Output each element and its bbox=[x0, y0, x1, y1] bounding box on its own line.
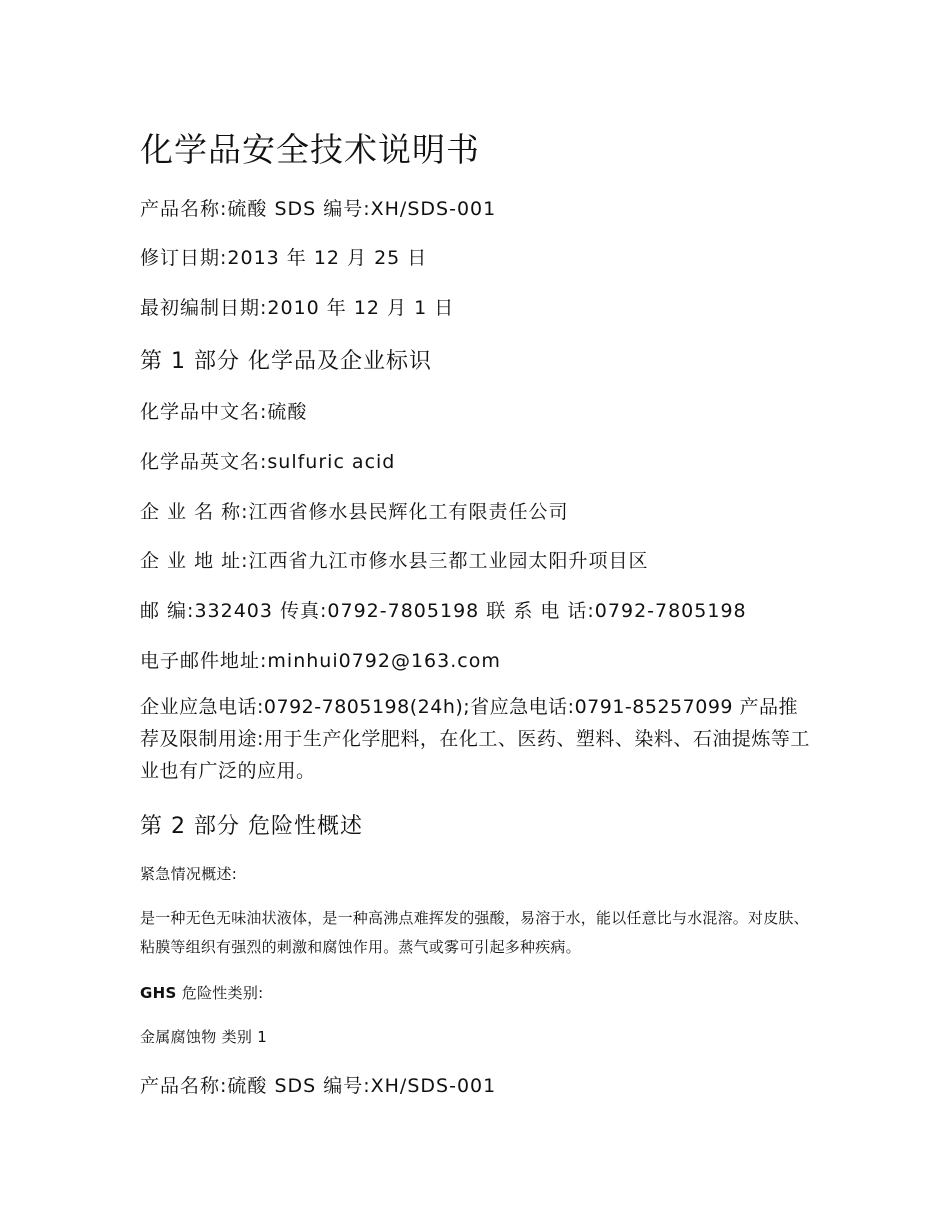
emergency-usage-paragraph: 企业应急电话:0792-7805198(24h);省应急电话:0791-85257099 产品推荐及限制用途:用于生产化学肥料，在化工、医药、塑料、染料、石油提炼等工业也有广泛的应用。 bbox=[140, 696, 810, 782]
email-line: 电子邮件地址:minhui0792@163.com bbox=[140, 650, 501, 672]
emergency-overview-label: 紧急情况概述: bbox=[140, 865, 238, 883]
ghs-label-rest: 危险性类别: bbox=[176, 984, 264, 1002]
postal-phone-line: 邮 编:332403 传真:0792-7805198 联 系 电 话:0792-7805198 bbox=[140, 600, 747, 622]
section1-heading: 第 1 部分 化学品及企业标识 bbox=[140, 349, 432, 374]
ghs-category-value: 金属腐蚀物 类别 1 bbox=[140, 1028, 268, 1046]
product-name-line: 产品名称:硫酸 SDS 编号:XH/SDS-001 bbox=[140, 198, 497, 220]
footer-product-line: 产品名称:硫酸 SDS 编号:XH/SDS-001 bbox=[140, 1075, 497, 1097]
revision-date-line: 修订日期:2013 年 12 月 25 日 bbox=[140, 247, 428, 269]
company-address-line: 企 业 地 址:江西省九江市修水县三都工业园太阳升项目区 bbox=[140, 550, 649, 572]
chinese-name-line: 化学品中文名:硫酸 bbox=[140, 401, 308, 423]
initial-date-line: 最初编制日期:2010 年 12 月 1 日 bbox=[140, 297, 455, 319]
ghs-category-label bbox=[140, 982, 264, 1003]
english-name-line: 化学品英文名:sulfuric acid bbox=[140, 451, 396, 473]
emergency-overview-text: 是一种无色无味油状液体，是一种高沸点难挥发的强酸，易溶于水，能以任意比与水混溶。对皮肤、粘膜等组织有强烈的刺激和腐蚀作用。蒸气或雾可引起多种疾病。 bbox=[140, 909, 809, 956]
ghs-prefix: GHS bbox=[140, 984, 177, 1002]
section2-heading: 第 2 部分 危险性概述 bbox=[140, 814, 363, 839]
company-name-line: 企 业 名 称:江西省修水县民辉化工有限责任公司 bbox=[140, 501, 569, 523]
document-title: 化学品安全技术说明书 bbox=[140, 130, 480, 169]
